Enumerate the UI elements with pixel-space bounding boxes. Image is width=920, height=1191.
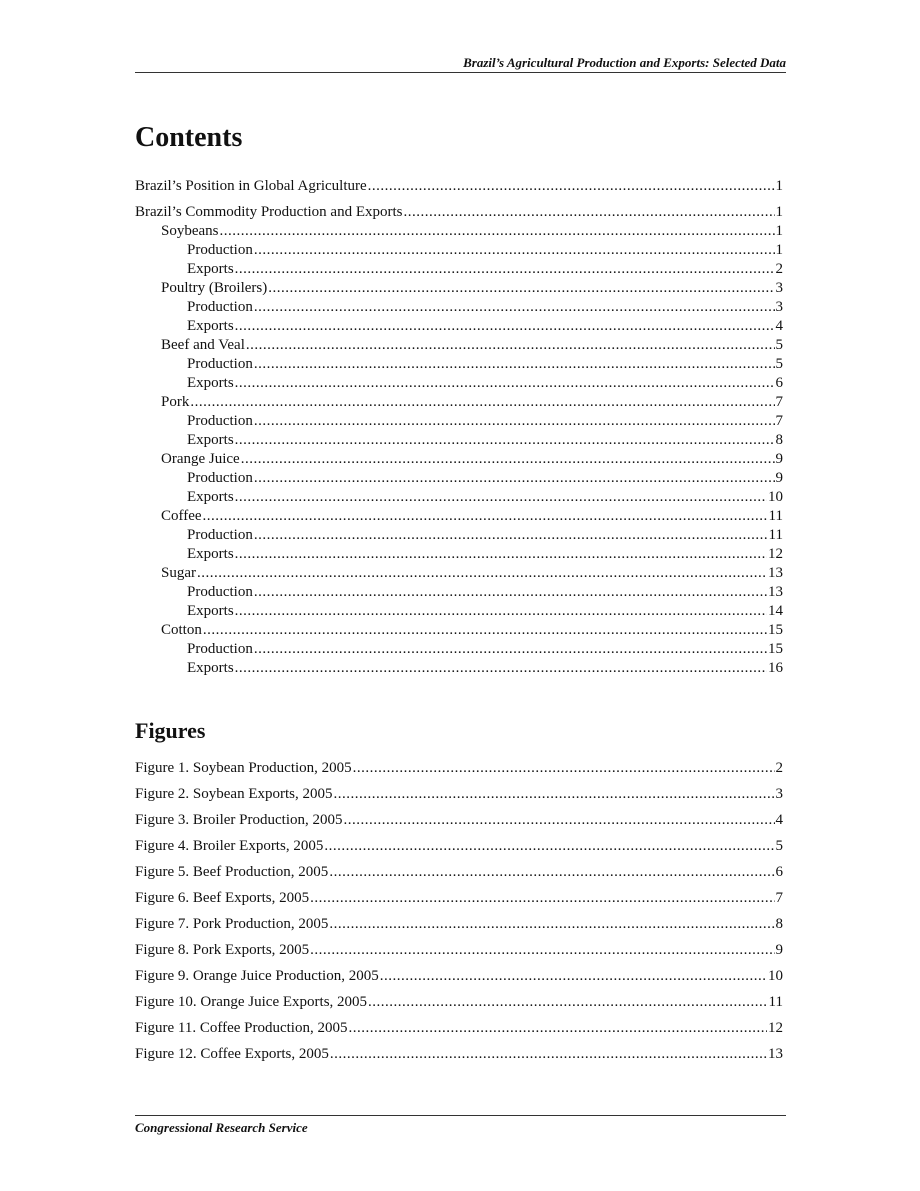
figure-entry-label: Figure 10. Orange Juice Exports, 2005 (135, 994, 368, 1010)
toc-entry-coffee[interactable] (135, 507, 783, 526)
figure-entry-label: Figure 6. Beef Exports, 2005 (135, 890, 310, 906)
figure-entry-label: Figure 7. Pork Production, 2005 (135, 916, 329, 932)
toc-entry-label: Exports (187, 261, 234, 277)
dot-leader (235, 317, 775, 336)
toc-entry-page: 12 (768, 546, 783, 562)
figure-entry[interactable] (135, 863, 783, 889)
toc-entry-page: 3 (775, 280, 783, 296)
toc-entry-label: Coffee (161, 508, 202, 524)
figure-entry-page: 3 (775, 786, 783, 802)
dot-leader (246, 336, 775, 355)
dot-leader (268, 279, 774, 298)
toc-entry-poultry[interactable] (135, 279, 783, 298)
toc-entry-label: Production (187, 584, 253, 600)
figure-entry-page: 12 (768, 1020, 783, 1036)
figure-entry-page: 8 (775, 916, 783, 932)
running-footer: Congressional Research Service (135, 1120, 308, 1135)
dot-leader (235, 545, 767, 564)
toc-entry-label: Production (187, 413, 253, 429)
toc-entry-orange-juice-production[interactable] (135, 469, 783, 488)
figure-entry[interactable] (135, 967, 783, 993)
figure-entry-page: 5 (775, 838, 783, 854)
toc-entry-label: Pork (161, 394, 190, 410)
toc-entry-cotton-production[interactable] (135, 640, 783, 659)
toc-entry-page: 1 (775, 242, 783, 258)
dot-leader (235, 488, 767, 507)
toc-entry-page: 9 (775, 470, 783, 486)
toc-entry-page: 16 (768, 660, 783, 676)
toc-entry-soybeans-production[interactable] (135, 241, 783, 260)
figure-entry[interactable] (135, 941, 783, 967)
toc-entry-label: Soybeans (161, 223, 219, 239)
toc-entry-page: 5 (775, 337, 783, 353)
toc-entry-poultry-production[interactable] (135, 298, 783, 317)
dot-leader (235, 374, 775, 393)
dot-leader (333, 785, 774, 804)
toc-entry-page: 9 (775, 451, 783, 467)
running-header: Brazil’s Agricultural Production and Exports: Selected Data (463, 55, 786, 70)
figure-entry[interactable] (135, 1045, 783, 1071)
dot-leader (329, 915, 774, 934)
figure-entry[interactable] (135, 889, 783, 915)
toc-entry-label: Cotton (161, 622, 202, 638)
figure-entry-page: 13 (768, 1046, 783, 1062)
figure-entry[interactable] (135, 993, 783, 1019)
figure-entry-page: 6 (775, 864, 783, 880)
dot-leader (235, 602, 767, 621)
toc-entry-label: Sugar (161, 565, 196, 581)
dot-leader (254, 526, 768, 545)
toc-entry-page: 13 (768, 584, 783, 600)
toc-entry-label: Exports (187, 660, 234, 676)
figure-entry[interactable] (135, 811, 783, 837)
toc-entry-cotton[interactable] (135, 621, 783, 640)
dot-leader (235, 260, 775, 279)
dot-leader (353, 759, 775, 778)
dot-leader (310, 941, 774, 960)
dot-leader (368, 177, 775, 196)
toc-entry-label: Production (187, 242, 253, 258)
dot-leader (254, 412, 775, 431)
toc-entry-page: 1 (775, 178, 783, 194)
dot-leader (254, 583, 767, 602)
figure-entry-page: 7 (775, 890, 783, 906)
figure-entry-label: Figure 4. Broiler Exports, 2005 (135, 838, 324, 854)
dot-leader (343, 811, 774, 830)
figure-entry-label: Figure 3. Broiler Production, 2005 (135, 812, 343, 828)
figure-entry-label: Figure 9. Orange Juice Production, 2005 (135, 968, 379, 984)
dot-leader (190, 393, 774, 412)
figure-entry-label: Figure 2. Soybean Exports, 2005 (135, 786, 333, 802)
figure-entry-page: 9 (775, 942, 783, 958)
toc-entry-pork[interactable] (135, 393, 783, 412)
toc-entry-position[interactable] (135, 177, 783, 196)
figure-entry-label: Figure 5. Beef Production, 2005 (135, 864, 329, 880)
toc-entry-orange-juice-exports[interactable] (135, 488, 783, 507)
dot-leader (241, 450, 775, 469)
toc-entry-page: 14 (768, 603, 783, 619)
toc-entry-label: Production (187, 641, 253, 657)
toc-entry-label: Brazil’s Position in Global Agriculture (135, 178, 367, 194)
toc-entry-page: 8 (775, 432, 783, 448)
dot-leader (254, 241, 775, 260)
toc-entry-label: Exports (187, 318, 234, 334)
figure-entry-page: 10 (768, 968, 783, 984)
dot-leader (368, 993, 768, 1012)
toc-entry-orange-juice[interactable] (135, 450, 783, 469)
dot-leader (403, 203, 774, 222)
dot-leader (203, 621, 767, 640)
dot-leader (203, 507, 768, 526)
dot-leader (254, 298, 775, 317)
figure-entry[interactable] (135, 915, 783, 941)
figure-entry-label: Figure 12. Coffee Exports, 2005 (135, 1046, 329, 1062)
contents-list (135, 177, 783, 678)
contents-heading: Contents (135, 122, 243, 153)
toc-entry-beef-production[interactable] (135, 355, 783, 374)
toc-entry-page: 4 (775, 318, 783, 334)
dot-leader (220, 222, 775, 241)
figures-heading: Figures (135, 718, 206, 743)
toc-entry-pork-production[interactable] (135, 412, 783, 431)
dot-leader (197, 564, 767, 583)
toc-entry-page: 13 (768, 565, 783, 581)
toc-entry-label: Exports (187, 375, 234, 391)
header-rule (135, 72, 786, 73)
dot-leader (330, 1045, 767, 1064)
toc-entry-page: 1 (775, 204, 783, 220)
toc-entry-page: 15 (768, 641, 783, 657)
figure-entry-label: Figure 1. Soybean Production, 2005 (135, 760, 352, 776)
toc-entry-page: 15 (768, 622, 783, 638)
toc-entry-coffee-production[interactable] (135, 526, 783, 545)
dot-leader (380, 967, 767, 986)
toc-entry-sugar-production[interactable] (135, 583, 783, 602)
toc-entry-label: Beef and Veal (161, 337, 245, 353)
toc-entry-coffee-exports[interactable] (135, 545, 783, 564)
toc-entry-pork-exports[interactable] (135, 431, 783, 450)
dot-leader (329, 863, 774, 882)
figure-entry-page: 2 (775, 760, 783, 776)
toc-entry-label: Production (187, 470, 253, 486)
toc-entry-page: 1 (775, 223, 783, 239)
figure-entry-page: 4 (775, 812, 783, 828)
figure-entry-page: 11 (768, 994, 783, 1010)
toc-entry-cotton-exports[interactable] (135, 659, 783, 678)
dot-leader (348, 1019, 767, 1038)
footer-rule (135, 1115, 786, 1116)
figures-list (135, 759, 783, 1071)
figure-entry[interactable] (135, 1019, 783, 1045)
dot-leader (324, 837, 774, 856)
figure-entry[interactable] (135, 759, 783, 785)
toc-entry-beef-exports[interactable] (135, 374, 783, 393)
toc-entry-label: Brazil’s Commodity Production and Exports (135, 204, 403, 220)
figure-entry-label: Figure 8. Pork Exports, 2005 (135, 942, 310, 958)
toc-entry-commodity[interactable] (135, 203, 783, 222)
figure-entry[interactable] (135, 785, 783, 811)
toc-entry-label: Exports (187, 489, 234, 505)
toc-entry-label: Orange Juice (161, 451, 240, 467)
toc-entry-page: 11 (768, 527, 783, 543)
toc-entry-label: Production (187, 527, 253, 543)
toc-entry-label: Exports (187, 432, 234, 448)
dot-leader (310, 889, 774, 908)
toc-entry-label: Exports (187, 603, 234, 619)
toc-entry-page: 11 (768, 508, 783, 524)
toc-entry-beef[interactable] (135, 336, 783, 355)
dot-leader (235, 431, 775, 450)
toc-entry-label: Exports (187, 546, 234, 562)
toc-entry-page: 3 (775, 299, 783, 315)
toc-entry-label: Poultry (Broilers) (161, 280, 268, 296)
toc-entry-sugar[interactable] (135, 564, 783, 583)
toc-entry-page: 2 (775, 261, 783, 277)
dot-leader (235, 659, 767, 678)
toc-entry-soybeans[interactable] (135, 222, 783, 241)
dot-leader (254, 469, 775, 488)
toc-entry-page: 10 (768, 489, 783, 505)
toc-entry-sugar-exports[interactable] (135, 602, 783, 621)
figure-entry[interactable] (135, 837, 783, 863)
toc-entry-poultry-exports[interactable] (135, 317, 783, 336)
figure-entry-label: Figure 11. Coffee Production, 2005 (135, 1020, 348, 1036)
toc-entry-label: Production (187, 299, 253, 315)
toc-entry-page: 7 (775, 394, 783, 410)
toc-entry-label: Production (187, 356, 253, 372)
dot-leader (254, 640, 767, 659)
toc-entry-page: 6 (775, 375, 783, 391)
toc-entry-page: 5 (775, 356, 783, 372)
toc-entry-page: 7 (775, 413, 783, 429)
dot-leader (254, 355, 775, 374)
toc-entry-soybeans-exports[interactable] (135, 260, 783, 279)
